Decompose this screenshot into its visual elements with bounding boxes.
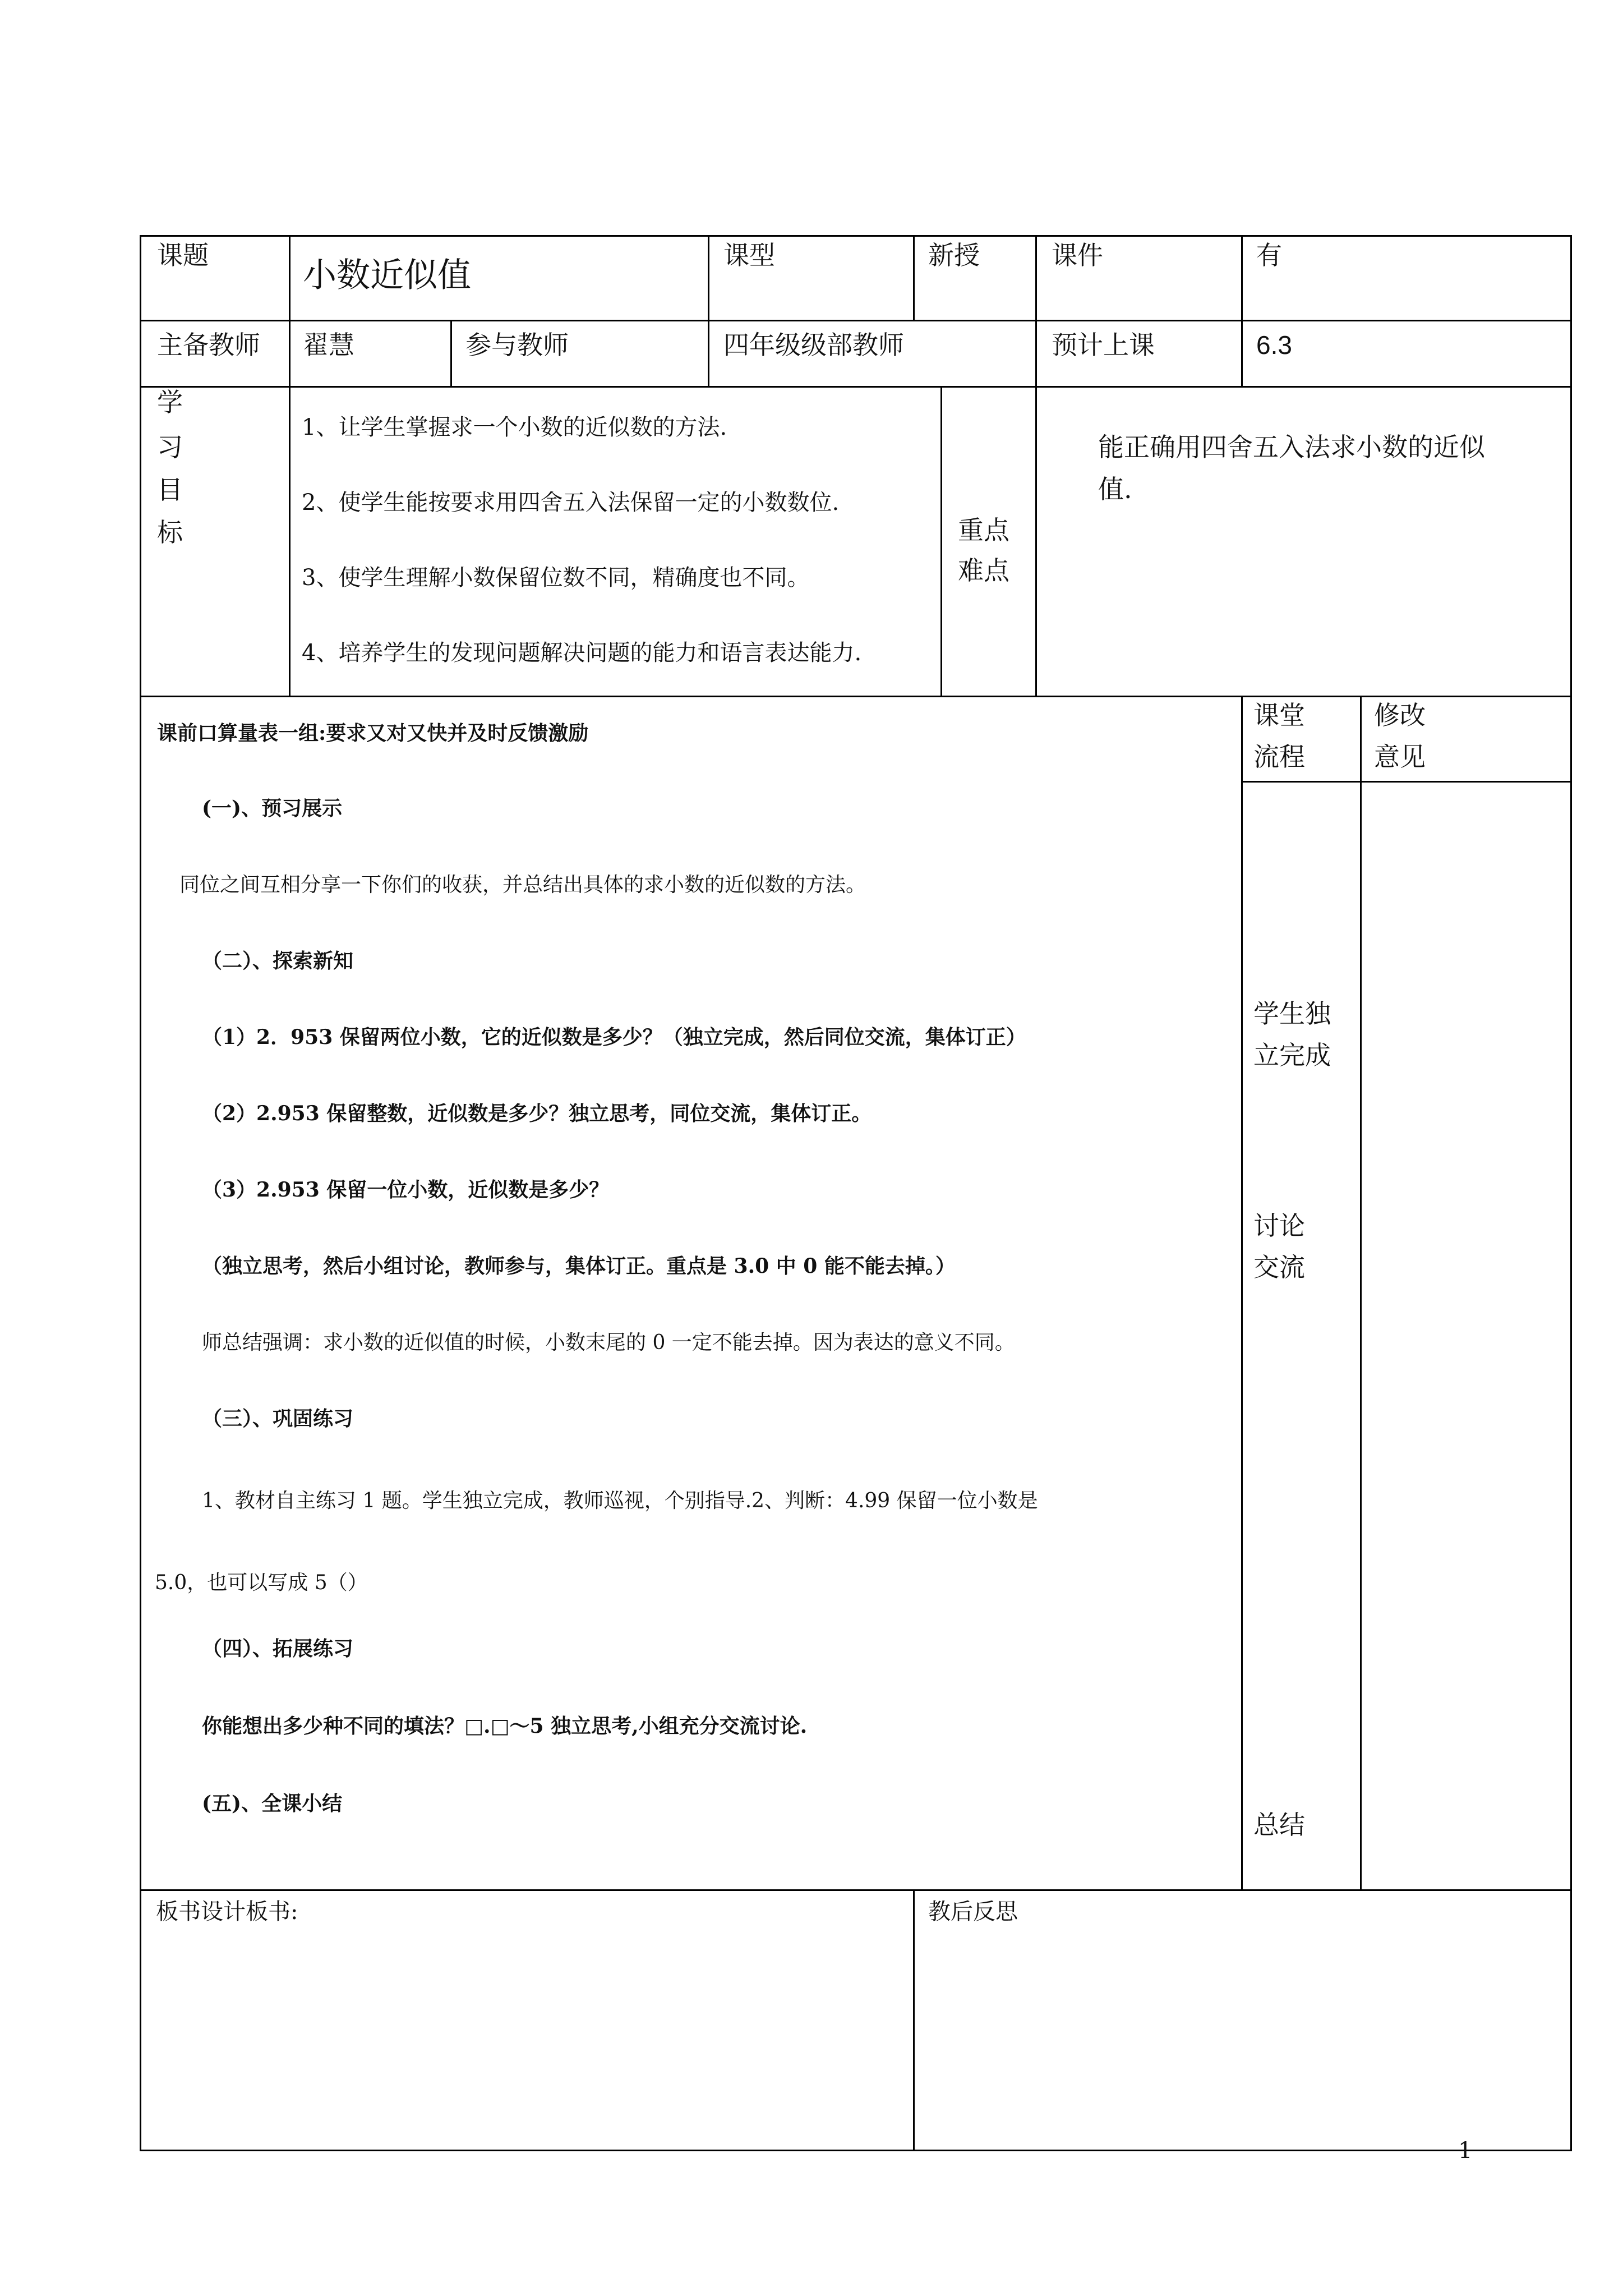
participants-label: 参与教师	[465, 330, 569, 360]
objective-item-3: 3、使学生理解小数保留位数不同，精确度也不同。	[302, 565, 810, 591]
practice-line-2: 5.0，也可以写成 5（）	[155, 1571, 368, 1594]
side-note-independent-line-1: 学生独	[1253, 999, 1331, 1029]
side-note-independent-line-2: 立完成	[1253, 1040, 1331, 1070]
objectives-label-char-1: 学	[157, 387, 183, 417]
schedule-label: 预计上课	[1052, 330, 1155, 360]
courseware-label: 课件	[1052, 240, 1103, 270]
key-points-label-line-1: 重点	[958, 515, 1009, 545]
rule-row1	[140, 320, 1572, 321]
objective-item-1: 1、让学生掌握求一个小数的近似数的方法.	[302, 415, 727, 440]
objectives-label-char-4: 标	[157, 517, 183, 547]
rule-r3-c	[1035, 386, 1037, 697]
warmup-intro: 课前口算量表一组:要求又对又快并及时反馈激励	[157, 721, 589, 745]
rule-r2-a	[289, 320, 291, 388]
extension-text: 你能想出多少种不同的填法？□.□～5 独立思考,小组充分交流讨论.	[202, 1714, 808, 1738]
rule-bottom	[140, 2150, 1572, 2151]
objective-item-2: 2、使学生能按要求用四舍五入法保留一定的小数数位.	[302, 490, 840, 516]
practice-line-1: 1、教材自主练习 1 题。学生独立完成，教师巡视，个别指导.2、判断：4.99 保留一位小数是	[202, 1489, 1038, 1512]
lead-teacher-label: 主备教师	[157, 330, 260, 360]
topic-value: 小数近似值	[303, 256, 471, 295]
objective-item-4: 4、培养学生的发现问题解决问题的能力和语言表达能力.	[302, 640, 862, 666]
revision-label-line-1: 修改	[1374, 700, 1426, 730]
lead-teacher-value: 翟慧	[303, 330, 354, 360]
rule-row3	[140, 696, 1572, 697]
section-2-title: （二）、探索新知	[202, 949, 354, 973]
rule-r2-e	[1241, 320, 1243, 388]
key-points-text-line-1: 能正确用四舍五入法求小数的近似	[1098, 432, 1485, 462]
section-4-title: （四）、拓展练习	[202, 1637, 354, 1660]
side-note-summary: 总结	[1253, 1810, 1305, 1840]
rule-r2-b	[450, 320, 452, 388]
section-3-title: （三）、巩固练习	[202, 1407, 354, 1430]
question-3-note: （独立思考，然后小组讨论，教师参与，集体订正。重点是 3.0 中 0 能不能去掉。）	[202, 1254, 956, 1278]
rule-r3-b	[940, 386, 942, 697]
rule-right	[1570, 235, 1572, 2151]
rule-r1-a	[289, 235, 291, 321]
objectives-label-char-3: 目	[157, 475, 183, 505]
rule-r4-a	[1241, 696, 1243, 1891]
rule-r1-c	[913, 235, 915, 321]
rule-top	[140, 235, 1572, 237]
rule-r3-a	[289, 386, 291, 697]
rule-row2	[140, 386, 1572, 388]
participants-value: 四年级级部教师	[723, 330, 904, 360]
section-5-title: (五)、全课小结	[202, 1792, 343, 1815]
flow-label-line-2: 流程	[1253, 742, 1305, 772]
rule-r4-b	[1360, 696, 1362, 1891]
flow-label-line-1: 课堂	[1253, 700, 1305, 730]
rule-flow-header	[1243, 781, 1572, 783]
type-value: 新授	[928, 240, 980, 270]
section-1-text: 同位之间互相分享一下你们的收获，并总结出具体的求小数的近似数的方法。	[179, 873, 866, 896]
rule-r2-c	[708, 320, 709, 388]
revision-label-line-2: 意见	[1374, 742, 1426, 772]
rule-r1-e	[1241, 235, 1243, 321]
schedule-value: 6.3	[1256, 330, 1292, 360]
side-note-discuss-line-2: 交流	[1253, 1252, 1305, 1282]
type-label: 课型	[723, 240, 775, 270]
courseware-value: 有	[1256, 240, 1282, 270]
section-1-title: (一)、预习展示	[202, 797, 343, 820]
rule-r1-b	[708, 235, 709, 321]
question-3: （3）2.953 保留一位小数，近似数是多少？	[202, 1178, 610, 1202]
rule-r1-d	[1035, 235, 1037, 321]
rule-left	[140, 235, 141, 2151]
board-design-label: 板书设计板书:	[156, 1899, 298, 1925]
rule-r2-d	[1035, 320, 1037, 388]
question-1: （1）2．953 保留两位小数，它的近似数是多少？（独立完成，然后同位交流，集体订正）	[202, 1025, 1026, 1049]
objectives-label-char-2: 习	[157, 432, 183, 462]
page-number: 1	[1458, 2138, 1473, 2164]
rule-r5-a	[913, 1889, 915, 2151]
side-note-discuss-line-1: 讨论	[1253, 1211, 1305, 1241]
key-points-label-line-2: 难点	[958, 555, 1009, 586]
key-points-text-line-2: 值.	[1098, 474, 1132, 504]
topic-label: 课题	[157, 240, 209, 270]
question-2: （2）2.953 保留整数，近似数是多少？独立思考，同位交流，集体订正。	[202, 1102, 872, 1125]
rule-row4	[140, 1889, 1572, 1891]
teacher-summary-note: 师总结强调：求小数的近似值的时候，小数末尾的 0 一定不能去掉。因为表达的意义不同。	[202, 1331, 1015, 1354]
reflection-label: 教后反思	[928, 1899, 1018, 1925]
